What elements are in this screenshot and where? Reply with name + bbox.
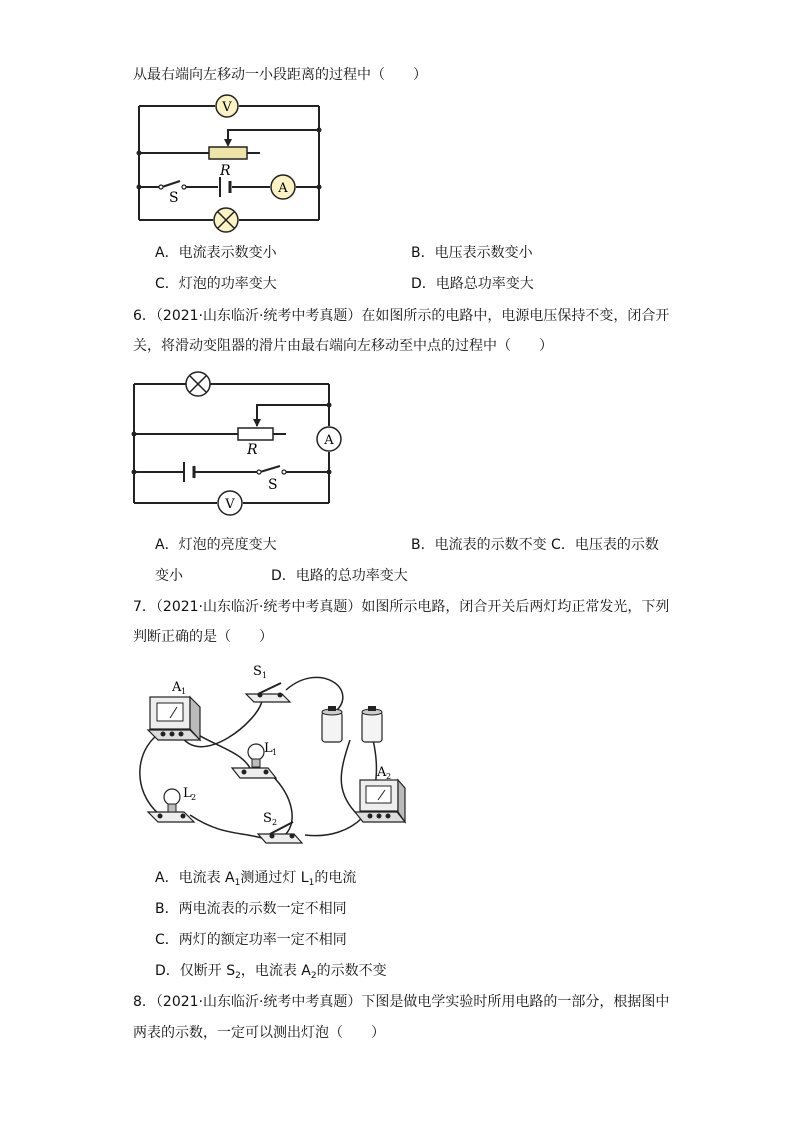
svg-text:2: 2 [272,818,278,827]
q6-stem-line2: 关，将滑动变阻器的滑片由最右端向左移动至中点的过程中（ ） [133,338,553,354]
svg-text:1: 1 [272,748,278,757]
svg-text:L: L [183,786,192,801]
q5-option-d[interactable]: D．电路总功率变大 [411,276,534,292]
q7-stem-line1: 7．（2021·山东临沂·统考中考真题）如图所示电路，闭合开关后两灯均正常发光，下列 [133,599,670,615]
svg-text:R: R [220,163,231,179]
battery-pair [322,706,382,742]
svg-text:2: 2 [191,793,197,802]
q7-option-a[interactable]: A．电流表 $A_1$测通过灯 $L_1$的电流 [155,870,357,888]
svg-text:V: V [222,100,232,115]
q6-option-bc[interactable]: B．电流表的示数不变 C．电压表的示数 [411,537,659,553]
q5-option-a[interactable]: A．电流表示数变小 [155,245,277,261]
q6-option-d[interactable]: D．电路的总功率变大 [271,568,408,584]
svg-text:L: L [264,741,273,756]
svg-text:1: 1 [181,687,187,696]
q7-option-d[interactable]: D．仅断开 $S_2$，电流表 $A_2$的示数不变 [155,963,387,981]
q6-option-c-continued: 变小 [155,568,183,584]
ammeter-a2 [355,780,405,822]
svg-text:R: R [247,442,258,458]
q6-option-a[interactable]: A．灯泡的亮度变大 [155,537,277,553]
svg-text:1: 1 [262,671,268,680]
switch-s1 [246,683,290,702]
q5-stem-tail: 从最右端向左移动一小段距离的过程中（ ） [133,67,427,83]
ammeter-a1 [148,697,200,740]
svg-text:A: A [278,181,288,196]
q5-option-c[interactable]: C．灯泡的功率变大 [155,276,277,292]
q8-stem-line2: 两表的示数，一定可以测出灯泡（ ） [133,1025,385,1041]
q7-option-b[interactable]: B．两电流表的示数一定不相同 [155,901,347,917]
svg-text:S: S [263,811,272,826]
svg-text:A: A [172,680,182,695]
svg-text:A: A [324,433,334,448]
svg-text:S: S [253,664,262,679]
svg-text:A: A [377,765,387,780]
q7-stem-line2: 判断正确的是（ ） [133,629,273,645]
svg-text:V: V [225,497,235,512]
svg-text:S: S [268,477,278,493]
q5-option-b[interactable]: B．电压表示数变小 [411,245,533,261]
svg-text:S: S [169,190,179,206]
q6-stem-line1: 6．（2021·山东临沂·统考中考真题）在如图所示的电路中，电源电压保持不变，闭合开 [133,308,670,324]
q8-stem-line1: 8．（2021·山东临沂·统考中考真题）下图是做电学实验时所用电路的一部分，根据图中 [133,994,670,1010]
q7-option-c[interactable]: C．两灯的额定功率一定不相同 [155,932,347,948]
svg-text:2: 2 [386,772,392,781]
